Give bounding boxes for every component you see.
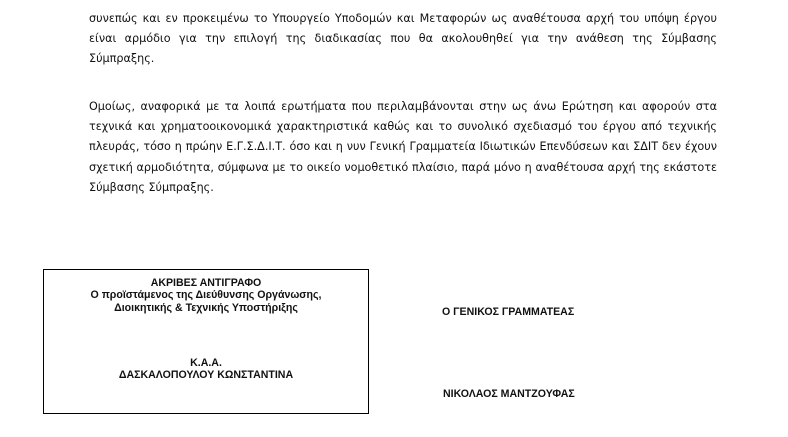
department-head-role-line-1: Ο προϊστάμενος της Διεύθυνσης Οργάνωσης, [90, 289, 322, 302]
true-copy-header-block [44, 277, 368, 314]
signatory-name: ΔΑΣΚΑΛΟΠΟΥΛΟΥ ΚΩΝΣΤΑΝΤΙΝΑ [118, 369, 294, 382]
true-copy-box [43, 269, 369, 414]
secretary-general-name: ΝΙΚΟΛΑΟΣ ΜΑΝΤΖΟΥΦΑΣ [443, 388, 575, 400]
body-paragraph-2: Ομοίως, αναφορικά με τα λοιπά ερωτήματα που περιλαμβάνονται στην ως άνω Ερώτηση και αφορούν στα τεχνικά και χρηματοοικονομικά χαρακτηριστικά καθώς και το συνολικό σχεδιασμό του έργου από τεχνικής πλευράς, τόσο η πρώην Ε.Γ.Σ.Δ.Ι.Τ. όσο και η νυν Γενική Γραμματεία Ιδιωτικών Επενδύσεων και ΣΔΙΤ δεν έχουν σχετική αρμοδιότητα, σύμφωνα με το οικείο νομοθετικό πλαίσιο, παρά μόνο η αναθέτουσα αρχή της εκάστοτε Σύμβασης Σύμπραξης. [89, 100, 717, 194]
secretary-general-title: Ο ΓΕΝΙΚΟΣ ΓΡΑΜΜΑΤΕΑΣ [442, 306, 575, 318]
true-copy-heading: ΑΚΡΙΒΕΣ ΑΝΤΙΓΡΑΦΟ [150, 277, 262, 289]
body-paragraph-1: συνεπώς και εν προκειμένω το Υπουργείο Υποδομών και Μεταφορών ως αναθέτουσα αρχή του υπόψη έργου είναι αρμόδιο για την επιλογή της διαδικασίας που θα ακολουθηθεί για την ανάθεση της Σύμβασης Σύμπραξης. [89, 12, 717, 66]
signatory-abbreviation: Κ.Α.Α. [190, 357, 222, 369]
true-copy-signatory-block [44, 357, 368, 382]
department-head-role-line-2: Διοικητικής & Τεχνικής Υποστήριξης [114, 301, 298, 314]
